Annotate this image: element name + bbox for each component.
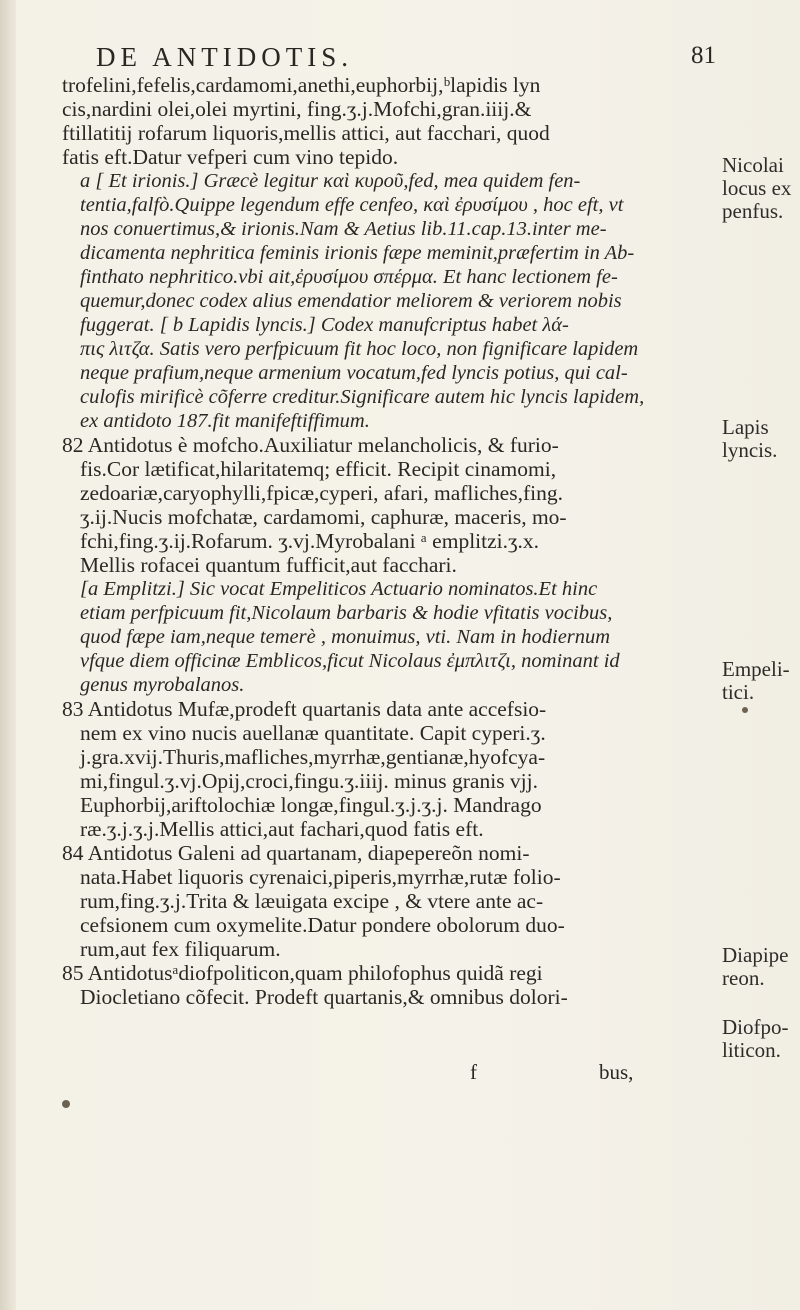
commentary-line: dicamenta nephritica feminis irionis fæpe meminit,præfertim in Ab- — [80, 242, 635, 264]
running-head — [96, 42, 716, 72]
margin-line: reon. — [722, 966, 765, 990]
commentary-line: finthato nephritico.vbi ait,ἐρυσίμου σπέρμα. Et hanc lectionem fe- — [80, 266, 618, 288]
margin-line: Diapipe — [722, 943, 789, 967]
text-line: fatis eft.Datur vefperi cum vino tepido. — [62, 145, 399, 169]
text-line: Diocletiano cõfecit. Prodeft quartanis,& omnibus dolori- — [80, 985, 568, 1009]
commentary-line: culofis mirificè cõferre creditur.Significare autem hic lyncis lapidem, — [80, 386, 645, 408]
ink-speck — [742, 707, 748, 713]
commentary-line: πις λιτζα. Satis vero perfpicuum fit hoc loco, non fignificare lapidem — [80, 338, 639, 360]
text-line: ræ.ʒ.j.ʒ.j.Mellis attici,aut fachari,quod fatis eft. — [80, 817, 484, 841]
text-line: 83 Antidotus Mufæ,prodeft quartanis data ante accefsio- — [62, 697, 547, 721]
signature-mark: f — [470, 1060, 477, 1084]
text-line: nem ex vino nucis auellanæ quantitate. Capit cyperi.ʒ. — [80, 721, 546, 745]
binding-gutter — [0, 0, 16, 1310]
catchword: bus, — [599, 1060, 634, 1084]
ink-speck — [62, 1100, 70, 1108]
text-line: rum,aut fex filiquarum. — [80, 937, 281, 961]
commentary-line: nos conuertimus,& irionis.Nam & Aetius lib.11.cap.13.inter me- — [80, 218, 607, 240]
text-line: cis,nardini olei,olei myrtini, fing.ʒ.j.Mofchi,gran.iiij.& — [62, 97, 532, 121]
text-line: mi,fingul.ʒ.vj.Opij,croci,fingu.ʒ.iiij. minus granis vjj. — [80, 769, 539, 793]
commentary-line: fuggerat. [ b Lapidis lyncis.] Codex manufcriptus habet λά- — [80, 314, 569, 336]
page-number: 81 — [691, 42, 716, 69]
marginal-note-diofpo — [722, 1016, 800, 1062]
commentary-line: quemur,donec codex alius emendatior meliorem & veriorem nobis — [80, 290, 622, 312]
margin-line: tici. — [722, 680, 755, 704]
text-line: fchi,fing.ʒ.ij.Rofarum. ʒ.vj.Myrobalani ᵃ emplitzi.ʒ.x. — [80, 529, 540, 553]
commentary-line: vfque diem officinæ Emblicos,ficut Nicolaus ἐμπλιτζι, nominant id — [80, 650, 620, 672]
text-line: Mellis rofacei quantum fufficit,aut facchari. — [80, 553, 457, 577]
commentary-line: neque prafium,neque armenium vocatum,fed lyncis potius, qui cal- — [80, 362, 628, 384]
text-line: nata.Habet liquoris cyrenaici,piperis,myrrhæ,rutæ folio- — [80, 865, 561, 889]
margin-line: lyncis. — [722, 438, 778, 462]
marginal-note-diapipe — [722, 944, 800, 990]
text-line: ʒ.ij.Nucis mofchatæ, cardamomi, caphuræ, maceris, mo- — [80, 505, 567, 529]
margin-line: Diofpo- — [722, 1015, 789, 1039]
text-line: cefsionem cum oxymelite.Datur pondere obolorum duo- — [80, 913, 565, 937]
marginal-note-nicolai — [722, 154, 800, 223]
commentary-line: tentia,falfò.Quippe legendum effe cenfeo, καὶ ἐρυσίμου , hoc eft, vt — [80, 194, 624, 216]
text-line: rum,fing.ʒ.j.Trita & læuigata excipe , & vtere ante ac- — [80, 889, 544, 913]
text-line: ftillatitij rofarum liquoris,mellis attici, aut facchari, quod — [62, 121, 550, 145]
text-line: 82 Antidotus è mofcho.Auxiliatur melancholicis, & furio- — [62, 433, 559, 457]
text-line: trofelini,fefelis,cardamomi,anethi,euphorbij,ᵇlapidis lyn — [62, 73, 541, 97]
margin-line: Empeli- — [722, 657, 790, 681]
text-line: 84 Antidotus Galeni ad quartanam, diapepereõn nomi- — [62, 841, 530, 865]
commentary-line: [a Emplitzi.] Sic vocat Empeliticos Actuario nominatos.Et hinc — [80, 578, 598, 600]
commentary-line: a [ Et irionis.] Græcè legitur καὶ κυροῦ,fed, mea quidem fen- — [80, 170, 581, 192]
margin-line: liticon. — [722, 1038, 781, 1062]
text-line: zedoariæ,caryophylli,fpicæ,cyperi, afari, mafliches,fing. — [80, 481, 563, 505]
main-text — [62, 73, 712, 1009]
commentary-line: ex antidoto 187.fit manifeftiffimum. — [80, 410, 370, 432]
commentary-line: etiam perfpicuum fit,Nicolaum barbaris & hodie vfitatis vocibus, — [80, 602, 613, 624]
marginal-note-lapis — [722, 416, 800, 462]
margin-line: penfus. — [722, 199, 784, 223]
text-line: j.gra.xvij.Thuris,mafliches,myrrhæ,gentianæ,hyofcya- — [80, 745, 546, 769]
running-title: DE ANTIDOTIS. — [96, 42, 353, 72]
margin-line: Nicolai — [722, 153, 784, 177]
margin-line: Lapis — [722, 415, 769, 439]
commentary-line: genus myrobalanos. — [80, 674, 245, 696]
text-line: 85 Antidotusᵃdiofpoliticon,quam philofophus quidã regi — [62, 961, 543, 985]
commentary-line: quod fæpe iam,neque temerè , monuimus, vti. Nam in hodiernum — [80, 626, 611, 648]
text-line: Euphorbij,ariftolochiæ longæ,fingul.ʒ.j.ʒ.j. Mandrago — [80, 793, 542, 817]
margin-line: locus ex — [722, 176, 792, 200]
text-line: fis.Cor lætificat,hilaritatemq; efficit. Recipit cinamomi, — [80, 457, 557, 481]
marginal-note-empeli — [722, 658, 800, 704]
